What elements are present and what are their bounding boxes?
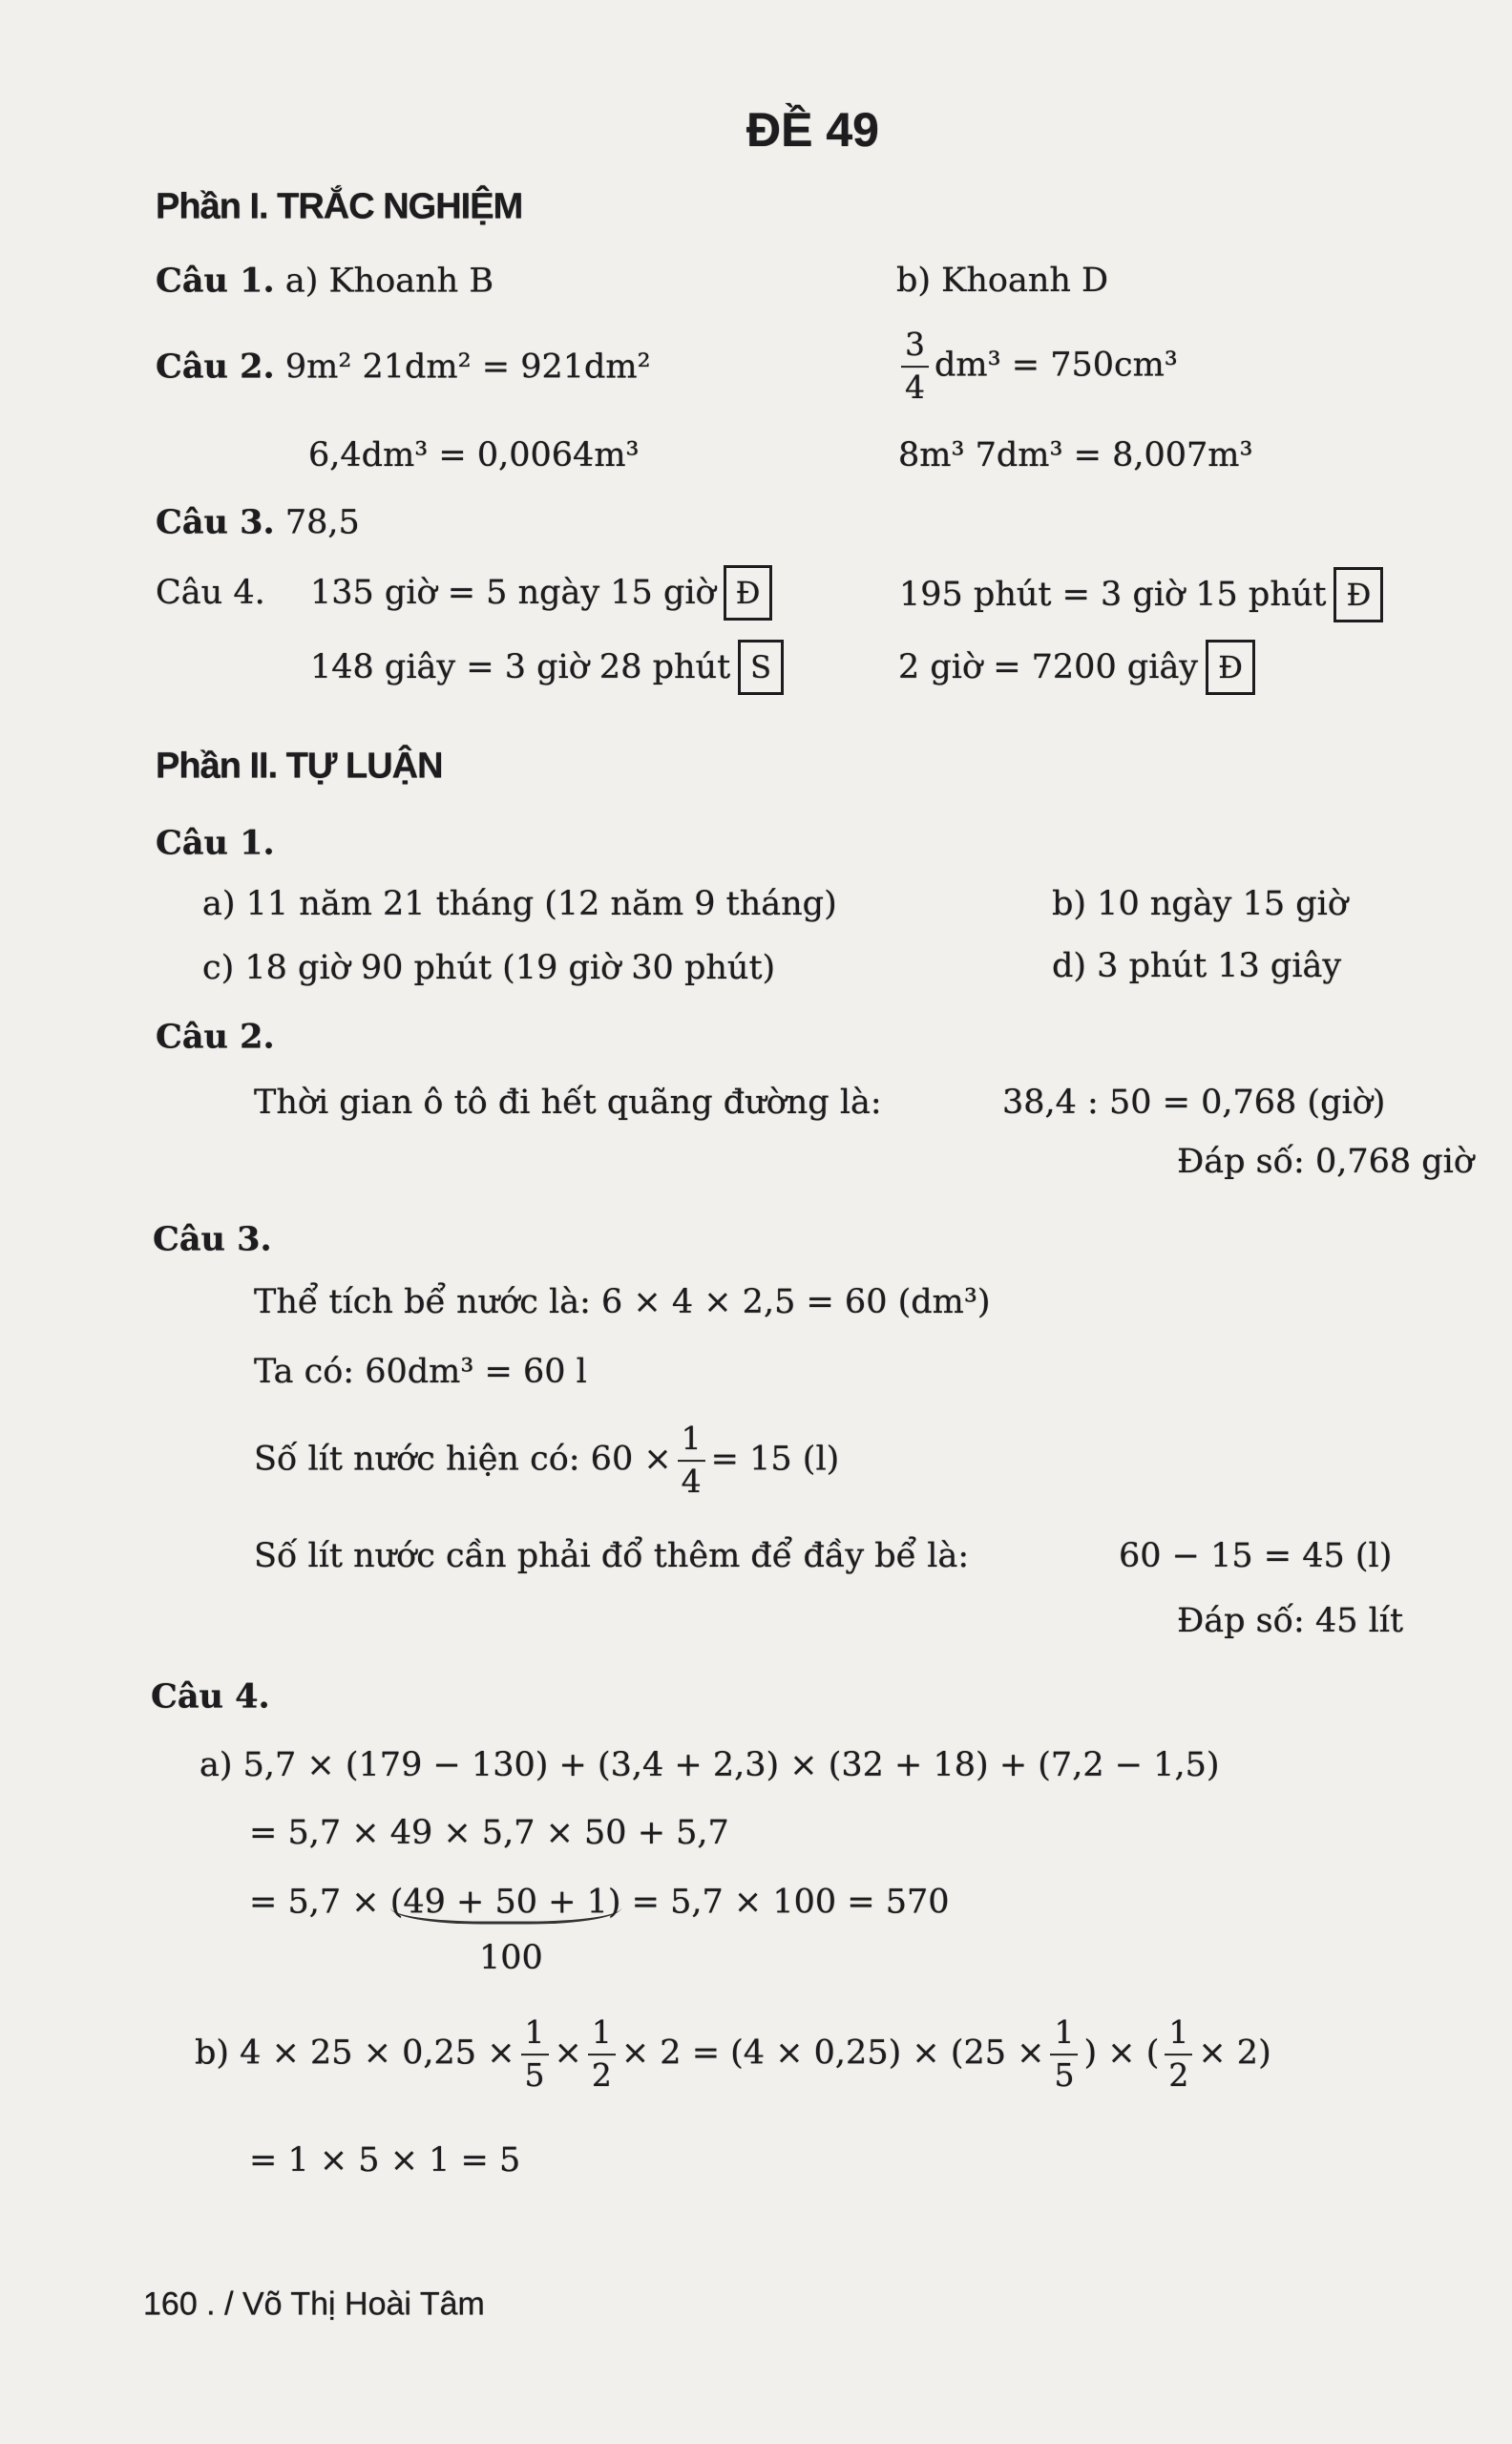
p2-q1-b: b) 10 ngày 15 giờ — [1052, 885, 1348, 923]
p1-q4-item — [310, 565, 772, 621]
text: Số lít nước hiện có: 60 × — [254, 1440, 672, 1479]
p2-q1-c: c) 18 giờ 90 phút (19 giờ 30 phút) — [202, 949, 776, 987]
fraction — [1165, 2012, 1192, 2096]
denominator: 5 — [1054, 2056, 1075, 2094]
underbrace-group: (49 + 50 + 1) — [390, 1884, 621, 1925]
numerator: 1 — [678, 1419, 705, 1462]
p2-q3-calc: 60 − 15 = 45 (l) — [1119, 1537, 1393, 1575]
mark-box: Đ — [1206, 640, 1255, 695]
p2-q1-label: Câu 1. — [156, 823, 275, 863]
q-label: Câu 3. — [156, 502, 275, 542]
statement: 135 giờ = 5 ngày 15 giờ — [310, 574, 716, 612]
text: = 5,7 × 100 = 570 — [631, 1883, 950, 1922]
statement: 2 giờ = 7200 giây — [898, 648, 1199, 686]
p1-q4-label: Câu 4. — [156, 574, 265, 612]
p2-q2-label: Câu 2. — [156, 1017, 275, 1057]
p1-q2-d: 8m³ 7dm³ = 8,007m³ — [898, 436, 1253, 474]
p2-q3-line1: Thể tích bể nước là: 6 × 4 × 2,5 = 60 (dm³) — [254, 1283, 991, 1321]
fraction — [678, 1419, 705, 1503]
mark-box: Đ — [724, 565, 773, 621]
p2-q4-a2: = 5,7 × 49 × 5,7 × 50 + 5,7 — [249, 1814, 729, 1852]
text: × 2) — [1198, 2033, 1271, 2073]
p2-q4-a1: a) 5,7 × (179 − 130) + (3,4 + 2,3) × (32 + 18) + (7,2 − 1,5) — [200, 1746, 1220, 1784]
p1-q4-item — [310, 640, 784, 695]
numerator: 1 — [1050, 2012, 1078, 2055]
mark-box: S — [738, 640, 784, 695]
p1-q4-item — [898, 640, 1255, 695]
text: × — [554, 2033, 582, 2073]
p1-q2 — [156, 348, 651, 387]
denominator: 5 — [524, 2056, 545, 2094]
part1-heading: Phần I. TRẮC NGHIỆM — [156, 186, 523, 227]
p2-q4-b2: = 1 × 5 × 1 = 5 — [249, 2141, 521, 2180]
q-label: Câu 1. — [156, 261, 275, 301]
numerator: 1 — [1165, 2012, 1192, 2055]
p1-q2-b — [895, 325, 1178, 409]
p2-q2-text: Thời gian ô tô đi hết quãng đường là: — [254, 1084, 882, 1122]
p2-q2-calc: 38,4 : 50 = 0,768 (giờ) — [1002, 1084, 1386, 1122]
denominator: 2 — [1168, 2056, 1189, 2094]
p1-q2-c: 6,4dm³ = 0,0064m³ — [308, 436, 640, 474]
p2-q3-line3 — [254, 1419, 839, 1503]
p1-q1-b: b) Khoanh D — [896, 262, 1109, 300]
p2-q4-b1 — [195, 2012, 1271, 2096]
text: × 2 = (4 × 0,25) × (25 × — [620, 2033, 1045, 2073]
p2-q3-line4: Số lít nước cần phải đổ thêm để đầy bể là: — [254, 1537, 970, 1575]
p2-q1-a: a) 11 năm 21 tháng (12 năm 9 tháng) — [202, 885, 837, 923]
part2-heading: Phần II. TỰ LUẬN — [156, 746, 443, 787]
page-footer: 160 . / Võ Thị Hoài Tâm — [143, 2286, 485, 2323]
numerator: 1 — [521, 2012, 549, 2055]
numerator: 3 — [901, 325, 929, 368]
denominator: 4 — [905, 369, 925, 406]
denominator: 4 — [681, 1463, 702, 1500]
p2-q4-a3 — [249, 1884, 950, 1925]
p2-q3-label: Câu 3. — [153, 1219, 272, 1259]
p2-q2-answer: Đáp số: 0,768 giờ — [1177, 1143, 1474, 1181]
p2-q4-label: Câu 4. — [151, 1676, 270, 1717]
p1-q1 — [156, 262, 494, 301]
p2-q1-d: d) 3 phút 13 giây — [1052, 947, 1342, 985]
answer: 78,5 — [284, 503, 360, 542]
statement: 148 giây = 3 giờ 28 phút — [310, 648, 731, 686]
p1-q4-item — [899, 567, 1383, 622]
q-label: Câu 2. — [156, 347, 275, 387]
answer-b: dm³ = 750cm³ — [934, 346, 1178, 385]
mark-box: Đ — [1334, 567, 1383, 622]
numerator: 1 — [588, 2012, 616, 2055]
denominator: 2 — [591, 2056, 612, 2094]
p2-q3-answer: Đáp số: 45 lít — [1177, 1602, 1404, 1640]
fraction — [901, 325, 929, 409]
text: = 5,7 × — [249, 1883, 380, 1922]
p2-q3-line2: Ta có: 60dm³ = 60 l — [254, 1353, 587, 1391]
page-title: ĐỀ 49 — [746, 103, 879, 157]
p1-q3 — [156, 503, 360, 542]
answer-a: 9m² 21dm² = 921dm² — [284, 348, 651, 387]
fraction — [588, 2012, 616, 2096]
text: b) 4 × 25 × 0,25 × — [195, 2033, 515, 2073]
fraction — [1050, 2012, 1078, 2096]
underbrace-label: 100 — [479, 1939, 543, 1977]
fraction — [521, 2012, 549, 2096]
statement: 195 phút = 3 giờ 15 phút — [899, 576, 1327, 614]
text: = 15 (l) — [710, 1440, 840, 1479]
answer-a: a) Khoanh B — [284, 262, 494, 301]
text: ) × ( — [1083, 2033, 1160, 2073]
